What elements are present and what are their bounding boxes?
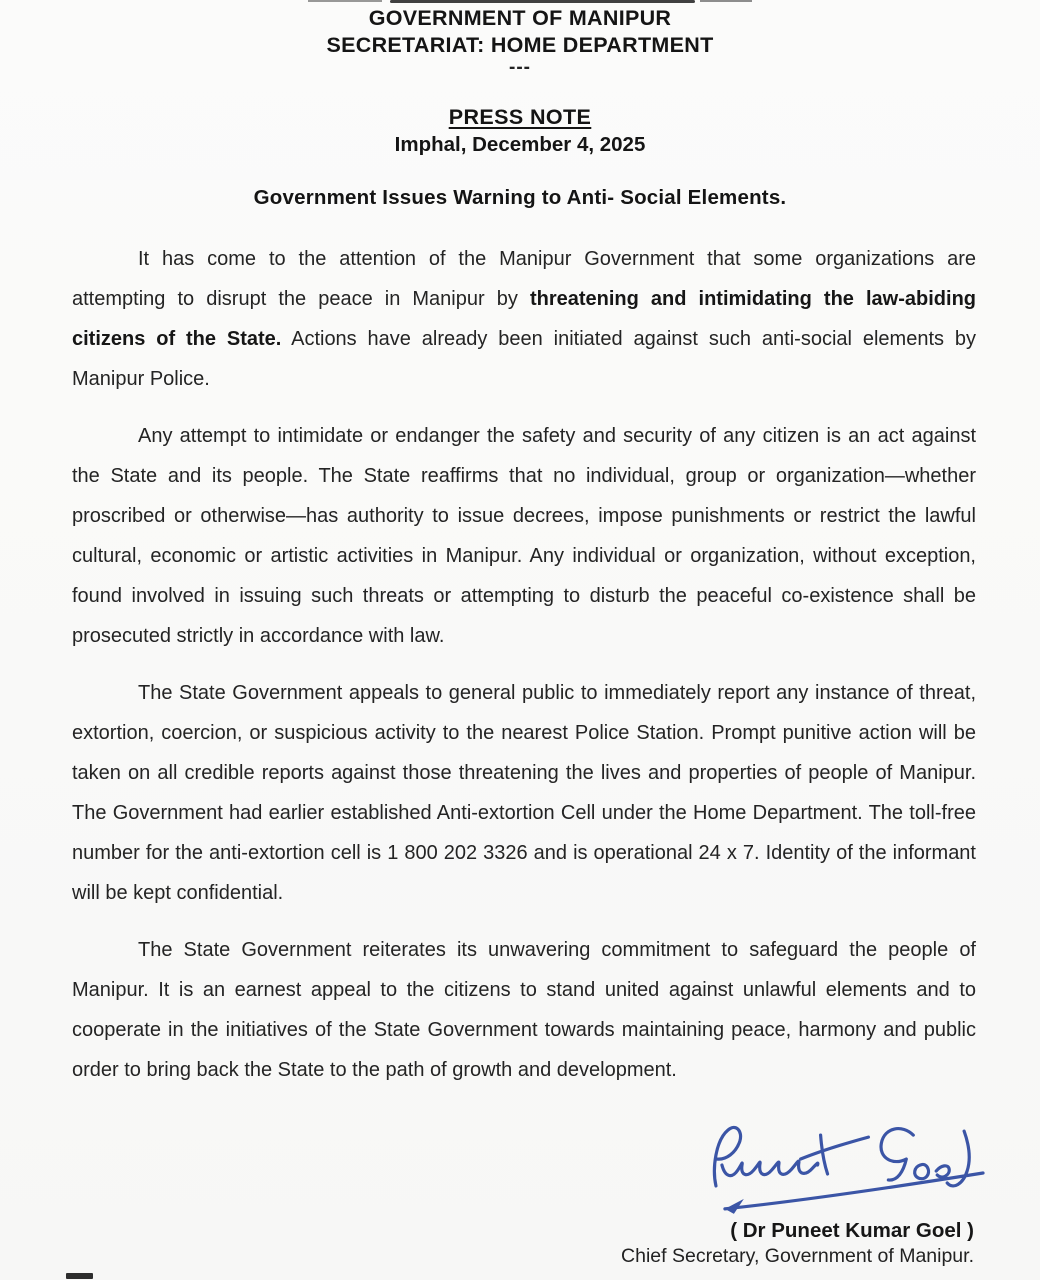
signature-stroke (915, 1164, 929, 1178)
scan-artifact (700, 0, 752, 2)
text-segment: Actions have already been initiated against such anti-social elements by Manipur Police. (72, 328, 976, 390)
text-segment: The State Government appeals to general public to immediately report any instance of threat, extortion, coercion, or suspicious activity to the nearest Police Station. Prompt punitive action will be taken on all credible reports against those threatening the lives and properties of people of Manipur. The Government had earlier established Anti-extortion Cell under the Home Department. The toll-free number for the anti-extortion cell is 1 800 202 3326 and is operational 24 x 7. Identity of the informant will be kept confidential. (72, 682, 976, 904)
signature-stroke (881, 1129, 913, 1180)
signature-block (621, 1218, 974, 1268)
government-name: GOVERNMENT OF MANIPUR (368, 6, 672, 30)
scan-artifact (308, 0, 382, 2)
paragraph (72, 239, 976, 399)
signatory-designation: Chief Secretary, Government of Manipur. (621, 1245, 974, 1267)
signature-stroke (714, 1127, 740, 1185)
body-text (72, 239, 976, 1090)
department-name: SECRETARIAT: HOME DEPARTMENT (326, 33, 714, 57)
text-segment: The State Government reiterates its unwavering commitment to safeguard the people of Manipur. It is an earnest appeal to the citizens to stand united against unlawful elements and to cooperate in the initiatives of the State Government towards maintaining peace, harmony and public order to bring back the State to the path of growth and development. (72, 939, 976, 1081)
text-segment: Any attempt to intimidate or endanger the safety and security of any citizen is an act against the State and its people. The State reaffirms that no individual, group or organization—whether proscribed or otherwise—has authority to issue decrees, impose punishments or restrict the lawful cultural, economic or artistic activities in Manipur. Any individual or organization, without exception, found involved in issuing such threats or attempting to disturb the peaceful co-existence shall be prosecuted strictly in accordance with law. (72, 425, 976, 647)
document-header (0, 0, 1040, 211)
paragraph (72, 416, 976, 656)
paragraph (72, 673, 976, 913)
scan-artifact (66, 1273, 93, 1279)
signatory-name: ( Dr Puneet Kumar Goel ) (730, 1219, 974, 1242)
separator-dashes: --- (509, 57, 531, 78)
signature-stroke (936, 1166, 949, 1177)
signature-stroke (821, 1135, 828, 1174)
signature-stroke (722, 1161, 818, 1175)
signature-underline (725, 1173, 983, 1209)
signature-stroke (801, 1137, 869, 1159)
dateline: Imphal, December 4, 2025 (394, 133, 646, 156)
text-segment: It has come to the attention of the Manipur Government that some organizations are attempting to disrupt the peace in Manipur by (72, 248, 976, 310)
text-segment: threatening and intimidating the law-abiding citizens of the State. (72, 288, 977, 350)
press-note-heading: PRESS NOTE (448, 105, 592, 129)
paragraph (72, 930, 976, 1090)
signature-handwritten (701, 1122, 1000, 1218)
document-title: Government Issues Warning to Anti- Social Elements. (253, 186, 787, 209)
scan-artifact (390, 0, 695, 3)
